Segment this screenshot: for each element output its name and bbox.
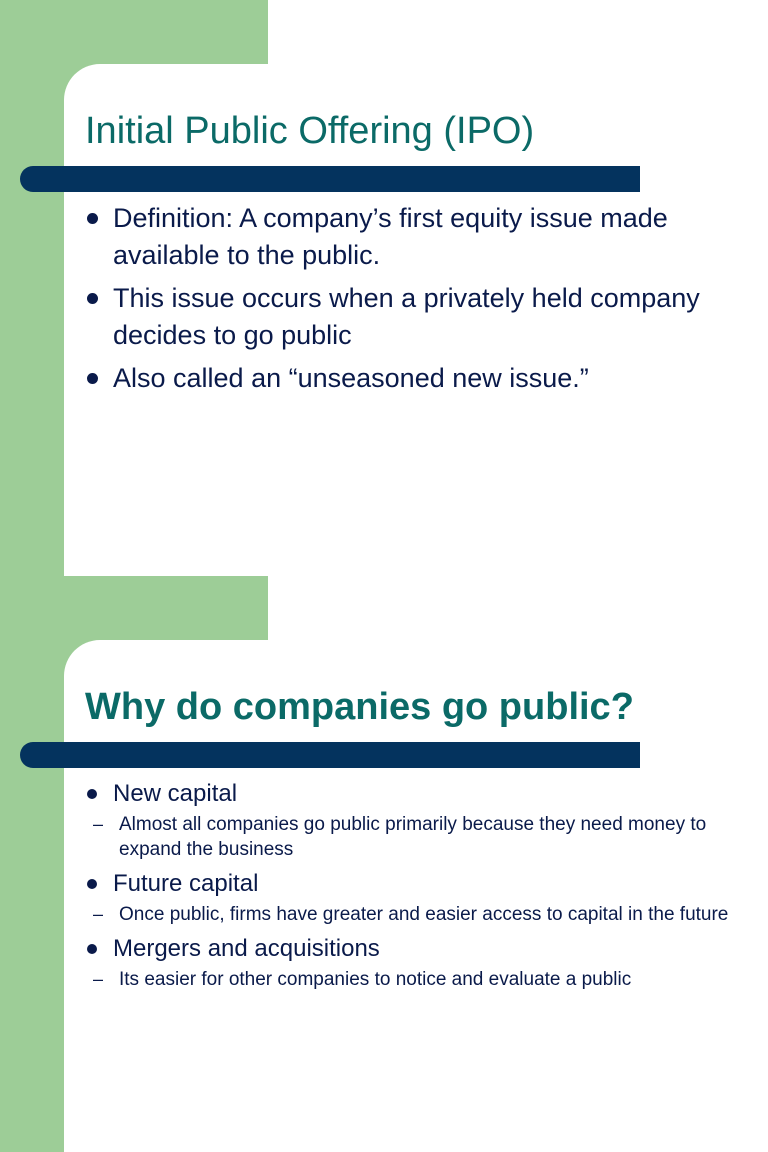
sub-bullet-text: Once public, firms have greater and easier access to capital in the future	[119, 904, 729, 925]
bullet-text: Also called an “unseasoned new issue.”	[113, 363, 589, 393]
sub-bullet-text: Its easier for other companies to notice and evaluate a public	[119, 969, 632, 990]
title-underline-bar	[20, 742, 640, 768]
slide-why-go-public	[0, 576, 768, 1152]
sub-bullet-item	[85, 967, 746, 992]
slide-title: Why do companies go public?	[85, 686, 634, 728]
bullet-item	[85, 933, 746, 965]
dash-icon: –	[93, 904, 104, 924]
bullet-item	[85, 200, 746, 274]
sub-bullet-item	[85, 812, 746, 862]
bullet-item	[85, 778, 746, 810]
bullet-item	[85, 280, 746, 354]
dash-icon: –	[93, 969, 104, 989]
title-underline-bar	[20, 166, 640, 192]
bullet-dot-icon	[87, 213, 98, 224]
bullet-dot-icon	[87, 944, 97, 954]
bullet-text: Definition: A company’s first equity issue made available to the public.	[113, 203, 668, 270]
bullet-dot-icon	[87, 293, 98, 304]
bullet-dot-icon	[87, 879, 97, 889]
bullet-dot-icon	[87, 789, 97, 799]
bullet-text: Mergers and acquisitions	[113, 935, 380, 962]
sub-bullet-text: Almost all companies go public primarily because they need money to expand the business	[119, 814, 707, 860]
bullet-text: This issue occurs when a privately held company decides to go public	[113, 283, 700, 350]
sub-bullet-item	[85, 902, 746, 927]
dash-icon: –	[93, 814, 104, 834]
bullet-list	[85, 200, 746, 403]
bullet-text: Future capital	[113, 870, 259, 897]
bullet-item	[85, 360, 746, 397]
bullet-item	[85, 868, 746, 900]
bullet-text: New capital	[113, 780, 238, 807]
slide-title: Initial Public Offering (IPO)	[85, 110, 535, 152]
bullet-dot-icon	[87, 373, 98, 384]
bullet-list	[85, 778, 746, 998]
